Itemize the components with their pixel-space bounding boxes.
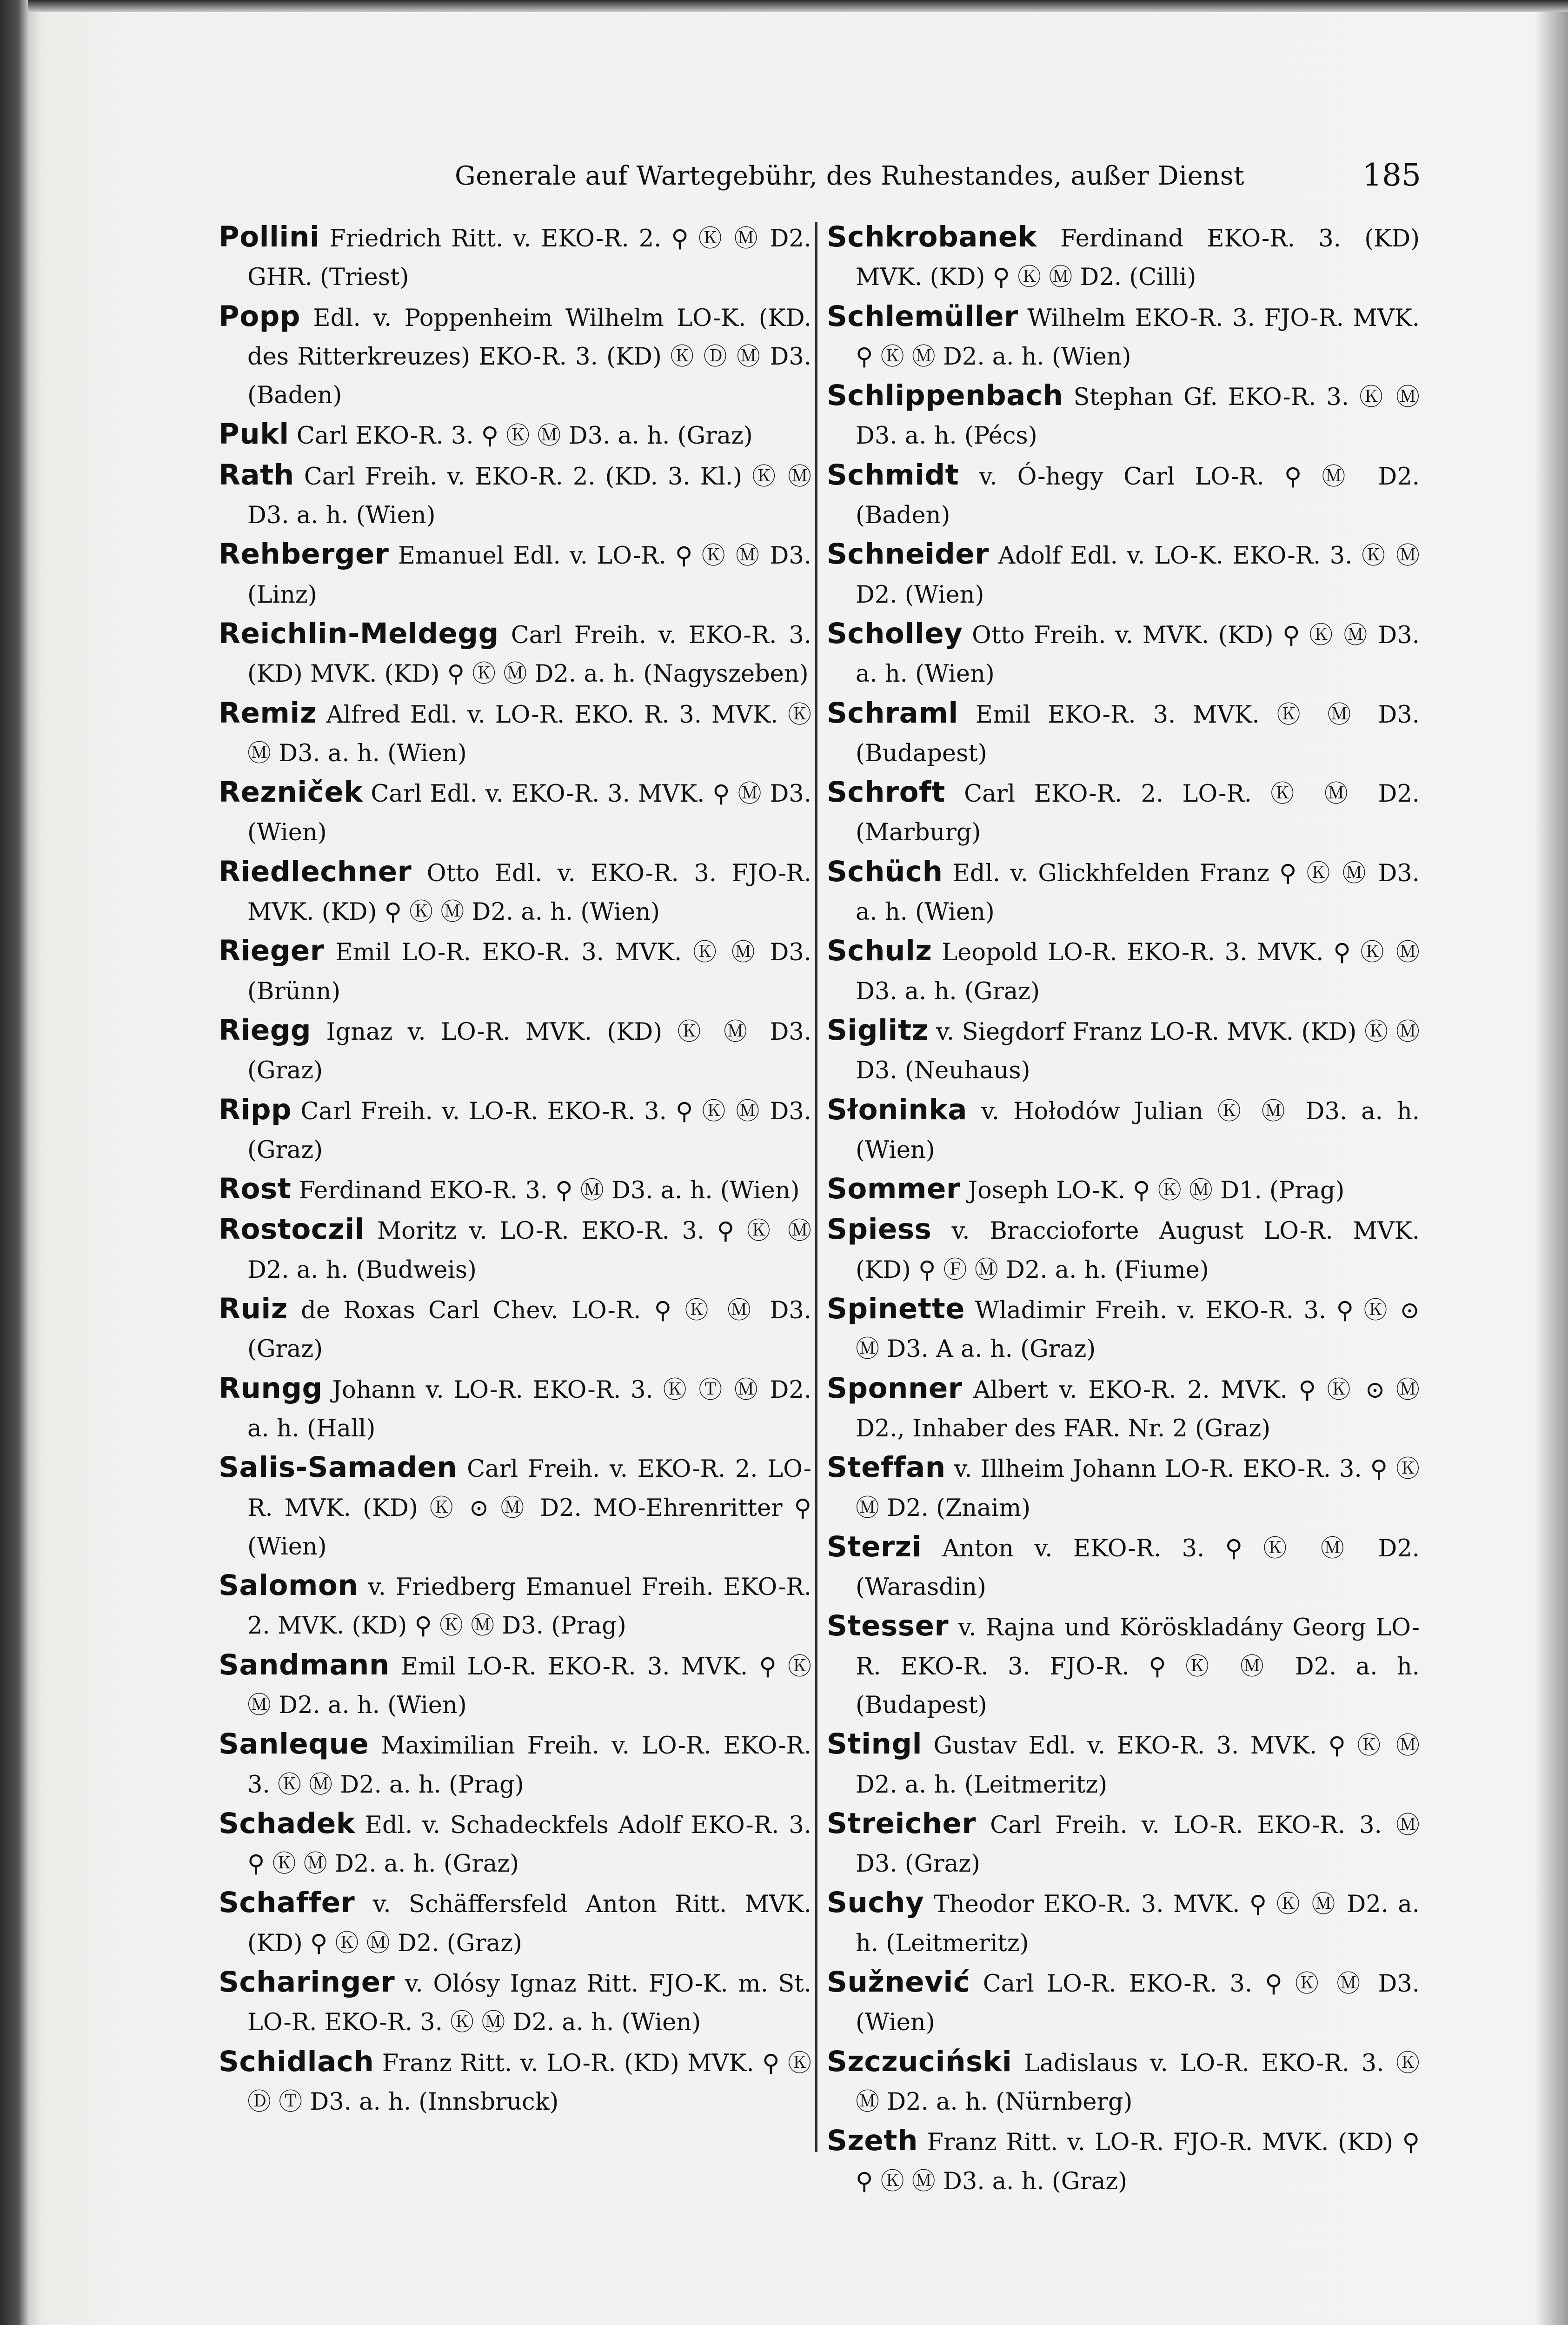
register-entry (827, 1725, 1420, 1804)
entry-surname: Schlemüller (827, 299, 1018, 333)
register-entry (827, 376, 1420, 456)
entry-details: v. Olósy Ignaz Ritt. FJO-K. m. St. LO-R. EKO-R. 3. Ⓚ Ⓜ D2. a. h. (Wien) (247, 1970, 811, 2037)
entry-surname: Rost (219, 1172, 292, 1206)
entry-surname: Stingl (827, 1727, 923, 1761)
register-entry (827, 2121, 1420, 2201)
entry-surname: Popp (219, 299, 300, 333)
entry-details: Ferdinand EKO-R. 3. (KD) MVK. (KD) ⚲ Ⓚ Ⓜ D2. (Cilli) (856, 225, 1420, 292)
register-entry (827, 1169, 1420, 1210)
entry-surname: Schaffer (219, 1886, 355, 1920)
entry-details: Edl. v. Schadeckfels Adolf EKO-R. 3. ⚲ Ⓚ Ⓜ D2. a. h. (Graz) (247, 1811, 812, 1878)
entry-surname: Schadek (219, 1807, 355, 1840)
entry-details: Carl Freih. v. LO-R. EKO-R. 3. ⚲ Ⓚ Ⓜ D3. (Graz) (247, 1097, 811, 1164)
entry-details: de Roxas Carl Chev. LO-R. ⚲ Ⓚ Ⓜ D3. (Graz) (247, 1297, 811, 1363)
entry-details: Ignaz v. LO-R. MVK. (KD) Ⓚ Ⓜ D3. (Graz) (247, 1018, 812, 1085)
register-entry (219, 1011, 811, 1090)
entry-details: Anton v. EKO-R. 3. ⚲ Ⓚ Ⓜ D2. (Warasdin) (856, 1534, 1420, 1601)
entry-details: Stephan Gf. EKO-R. 3. Ⓚ Ⓜ D3. a. h. (Pécs) (856, 384, 1420, 450)
register-entry (827, 535, 1420, 614)
register-entry (827, 1011, 1420, 1090)
entry-details: v. Siegdorf Franz LO-R. MVK. (KD) Ⓚ Ⓜ D3. (Neuhaus) (856, 1018, 1420, 1085)
entry-details: Franz Ritt. v. LO-R. (KD) MVK. ⚲ Ⓚ Ⓓ Ⓣ D3. a. h. (Innsbruck) (247, 2049, 811, 2116)
entry-surname: Stesser (827, 1609, 949, 1643)
entry-surname: Rath (219, 458, 294, 492)
register-entry (827, 852, 1420, 932)
entry-details: Wladimir Freih. v. EKO-R. 3. ⚲ Ⓚ ⊙ Ⓜ D3. A a. h. (Graz) (856, 1297, 1420, 1363)
register-entry (219, 1963, 811, 2042)
register-entry (219, 297, 811, 415)
entry-surname: Schlippenbach (827, 379, 1063, 412)
entry-details: Carl EKO-R. 3. ⚲ Ⓚ Ⓜ D3. a. h. (Graz) (296, 422, 753, 450)
entry-surname: Pukl (219, 418, 289, 451)
entry-surname: Schroft (827, 776, 945, 809)
register-entry (219, 1448, 811, 1566)
register-entry (219, 1210, 811, 1289)
entry-surname: Reichlin-Meldegg (219, 617, 499, 650)
entry-details: Adolf Edl. v. LO-K. EKO-R. 3. Ⓚ Ⓜ D2. (Wien) (856, 542, 1420, 609)
entry-surname: Scholley (827, 617, 963, 650)
entry-details: Carl EKO-R. 2. LO-R. Ⓚ Ⓜ D2. (Marburg) (856, 780, 1420, 847)
entry-details: Carl Freih. v. EKO-R. 3. (KD) MVK. (KD) ⚲ Ⓚ Ⓜ D2. a. h. (Nagyszeben) (247, 621, 811, 688)
register-entry (219, 931, 811, 1011)
entry-details: v. Rajna und Köröskladány Georg LO-R. EKO-R. 3. FJO-R. ⚲ Ⓚ Ⓜ D2. a. h. (Budapest) (856, 1614, 1420, 1719)
register-entry (827, 1448, 1420, 1528)
register-entry (219, 1289, 811, 1369)
entry-surname: Siglitz (827, 1013, 929, 1047)
entry-surname: Szczuciński (827, 2045, 1012, 2078)
entry-details: v. Braccioforte August LO-R. MVK. (KD) ⚲ Ⓕ Ⓜ D2. a. h. (Fiume) (856, 1217, 1420, 1284)
register-entry (219, 2042, 811, 2122)
entry-surname: Sterzi (827, 1530, 922, 1563)
register-entry (827, 1528, 1420, 1607)
entry-surname: Sommer (827, 1172, 961, 1206)
entry-details: Carl Freih. v. LO-R. EKO-R. 3. Ⓜ D3. (Graz) (856, 1811, 1420, 1878)
entry-details: Johann v. LO-R. EKO-R. 3. Ⓚ Ⓣ Ⓜ D2. a. h. (Hall) (247, 1376, 811, 1442)
entry-details: Wilhelm EKO-R. 3. FJO-R. MVK. ⚲ Ⓚ Ⓜ D2. a. h. (Wien) (856, 304, 1420, 371)
register-entry (827, 694, 1420, 773)
entry-surname: Schulz (827, 934, 932, 968)
entry-details: v. Friedberg Emanuel Freih. EKO-R. 2. MVK. (KD) ⚲ Ⓚ Ⓜ D3. (Prag) (247, 1574, 811, 1640)
entry-surname: Spiess (827, 1213, 932, 1246)
entry-details: Emanuel Edl. v. LO-R. ⚲ Ⓚ Ⓜ D3. (Linz) (247, 542, 811, 609)
entry-surname: Sužnević (827, 1966, 970, 1999)
register-entry (219, 415, 811, 455)
register-entry (219, 694, 811, 773)
register-entry (219, 614, 811, 694)
entry-surname: Ruiz (219, 1292, 288, 1326)
entry-surname: Remiz (219, 696, 317, 730)
entry-details: Franz Ritt. v. LO-R. FJO-R. MVK. (KD) ⚲ ⚲ Ⓚ Ⓜ D3. a. h. (Graz) (856, 2129, 1420, 2195)
entry-details: Emil LO-R. EKO-R. 3. MVK. ⚲ Ⓚ Ⓜ D2. a. h. (Wien) (247, 1653, 811, 1719)
entry-details: Joseph LO-K. ⚲ Ⓚ Ⓜ D1. (Prag) (968, 1177, 1345, 1205)
entry-details: Edl. v. Poppenheim Wilhelm LO-K. (KD. des Ritterkreuzes) EKO-R. 3. (KD) Ⓚ Ⓓ Ⓜ D3. (Baden) (247, 304, 811, 410)
entry-details: Leopold LO-R. EKO-R. 3. MVK. ⚲ Ⓚ Ⓜ D3. a. h. (Graz) (856, 939, 1420, 1005)
entry-details: Ferdinand EKO-R. 3. ⚲ Ⓜ D3. a. h. (Wien) (299, 1177, 800, 1205)
entry-surname: Spinette (827, 1292, 965, 1326)
register-entry (827, 931, 1420, 1011)
entry-details: Theodor EKO-R. 3. MVK. ⚲ Ⓚ Ⓜ D2. a. h. (Leitmeritz) (856, 1891, 1420, 1957)
register-entry (219, 1090, 811, 1170)
register-entry (827, 1210, 1420, 1289)
entry-details: Emil EKO-R. 3. MVK. Ⓚ Ⓜ D3. (Budapest) (856, 701, 1420, 767)
entry-surname: Streicher (827, 1807, 976, 1840)
register-entry (827, 614, 1420, 694)
column-divider (815, 222, 817, 2152)
register-entry (219, 1566, 811, 1646)
entry-surname: Rungg (219, 1371, 323, 1405)
entry-surname: Ripp (219, 1093, 292, 1126)
register-entry (219, 1804, 811, 1884)
entry-surname: Słoninka (827, 1093, 967, 1126)
register-entry (827, 218, 1420, 297)
entry-surname: Schidlach (219, 2045, 374, 2078)
entry-surname: Salis-Samaden (219, 1451, 458, 1484)
register-entry (219, 1369, 811, 1448)
register-entry (219, 852, 811, 932)
entry-surname: Rieger (219, 934, 325, 968)
register-entry (219, 1169, 811, 1210)
register-entry (827, 1804, 1420, 1884)
entry-details: Otto Edl. v. EKO-R. 3. FJO-R. MVK. (KD) ⚲ Ⓚ Ⓜ D2. a. h. (Wien) (247, 859, 811, 926)
entry-details: Albert v. EKO-R. 2. MVK. ⚲ Ⓚ ⊙ Ⓜ D2., Inhaber des FAR. Nr. 2 (Graz) (856, 1376, 1420, 1442)
entry-details: v. Hołodów Julian Ⓚ Ⓜ D3. a. h. (Wien) (856, 1097, 1420, 1164)
entry-details: Ladislaus v. LO-R. EKO-R. 3. Ⓚ Ⓜ D2. a. h. (Nürnberg) (856, 2049, 1420, 2116)
entry-details: Gustav Edl. v. EKO-R. 3. MVK. ⚲ Ⓚ Ⓜ D2. a. h. (Leitmeritz) (856, 1732, 1420, 1799)
entry-details: Friedrich Ritt. v. EKO-R. 2. ⚲ Ⓚ Ⓜ D2. GHR. (Triest) (247, 225, 811, 292)
entry-surname: Rezniček (219, 776, 363, 809)
left-column (219, 218, 811, 2121)
entry-details: Edl. v. Glickhfelden Franz ⚲ Ⓚ Ⓜ D3. a. h. (Wien) (856, 859, 1420, 926)
entry-surname: Riedlechner (219, 855, 412, 888)
entry-details: Carl Edl. v. EKO-R. 3. MVK. ⚲ Ⓜ D3. (Wien) (247, 780, 811, 847)
entry-surname: Steffan (827, 1451, 946, 1484)
entry-details: Moritz v. LO-R. EKO-R. 3. ⚲ Ⓚ Ⓜ D2. a. h. (Budweis) (247, 1217, 811, 1284)
entry-surname: Schraml (827, 696, 958, 730)
entry-surname: Schüch (827, 855, 943, 888)
entry-surname: Suchy (827, 1886, 924, 1920)
entry-surname: Schneider (827, 538, 989, 571)
entry-surname: Sanleque (219, 1727, 369, 1761)
register-entry (219, 1646, 811, 1725)
register-entry (827, 2042, 1420, 2122)
register-entry (219, 218, 811, 297)
entry-details: Carl Freih. v. EKO-R. 2. (KD. 3. Kl.) Ⓚ Ⓜ D3. a. h. (Wien) (247, 463, 811, 530)
register-entry (827, 1883, 1420, 1963)
entry-surname: Pollini (219, 220, 320, 253)
entry-details: Emil LO-R. EKO-R. 3. MVK. Ⓚ Ⓜ D3. (Brünn) (247, 939, 812, 1005)
entry-surname: Sandmann (219, 1648, 390, 1681)
register-entry (827, 1289, 1420, 1369)
entry-details: Alfred Edl. v. LO-R. EKO. R. 3. MVK. Ⓚ Ⓜ D3. a. h. (Wien) (247, 701, 811, 767)
entry-surname: Szeth (827, 2124, 918, 2158)
register-entry (219, 773, 811, 852)
register-entry (219, 535, 811, 614)
entry-surname: Schkrobanek (827, 220, 1037, 253)
register-entry (827, 456, 1420, 535)
entry-details: Otto Freih. v. MVK. (KD) ⚲ Ⓚ Ⓜ D3. a. h. (Wien) (856, 621, 1420, 688)
register-entry (827, 1607, 1420, 1725)
entry-details: Carl LO-R. EKO-R. 3. ⚲ Ⓚ Ⓜ D3. (Wien) (856, 1970, 1420, 2037)
register-entry (827, 297, 1420, 377)
right-column (827, 218, 1420, 2201)
register-entry (827, 1090, 1420, 1170)
entry-details: Maximilian Freih. v. LO-R. EKO-R. 3. Ⓚ Ⓜ D2. a. h. (Prag) (247, 1732, 811, 1799)
entry-surname: Scharinger (219, 1966, 395, 1999)
register-entry (827, 1369, 1420, 1448)
entry-surname: Sponner (827, 1371, 963, 1405)
register-entry (827, 773, 1420, 852)
entry-surname: Rehberger (219, 538, 389, 571)
register-entry (219, 1883, 811, 1963)
page-number: 185 (1362, 157, 1421, 193)
entry-details: v. Ó-hegy Carl LO-R. ⚲ Ⓜ D2. (Baden) (856, 463, 1420, 530)
register-entry (219, 1725, 811, 1804)
entry-details: v. Schäffersfeld Anton Ritt. MVK. (KD) ⚲ Ⓚ Ⓜ D2. (Graz) (247, 1891, 811, 1957)
running-title: Generale auf Wartegebühr, des Ruhestandes, außer Dienst (455, 161, 1245, 191)
register-entry (827, 1963, 1420, 2042)
entry-surname: Salomon (219, 1569, 359, 1602)
entry-details: v. Illheim Johann LO-R. EKO-R. 3. ⚲ Ⓚ Ⓜ D2. (Znaim) (856, 1455, 1420, 1522)
entry-surname: Schmidt (827, 458, 959, 492)
entry-surname: Rostoczil (219, 1213, 365, 1246)
register-entry (219, 456, 811, 535)
entry-surname: Riegg (219, 1013, 312, 1047)
scan-top-edge (28, 0, 1568, 12)
entry-details: Carl Freih. v. EKO-R. 2. LO-R. MVK. (KD) Ⓚ ⊙ Ⓜ D2. MO-Ehrenritter ⚲ (Wien) (247, 1455, 811, 1561)
